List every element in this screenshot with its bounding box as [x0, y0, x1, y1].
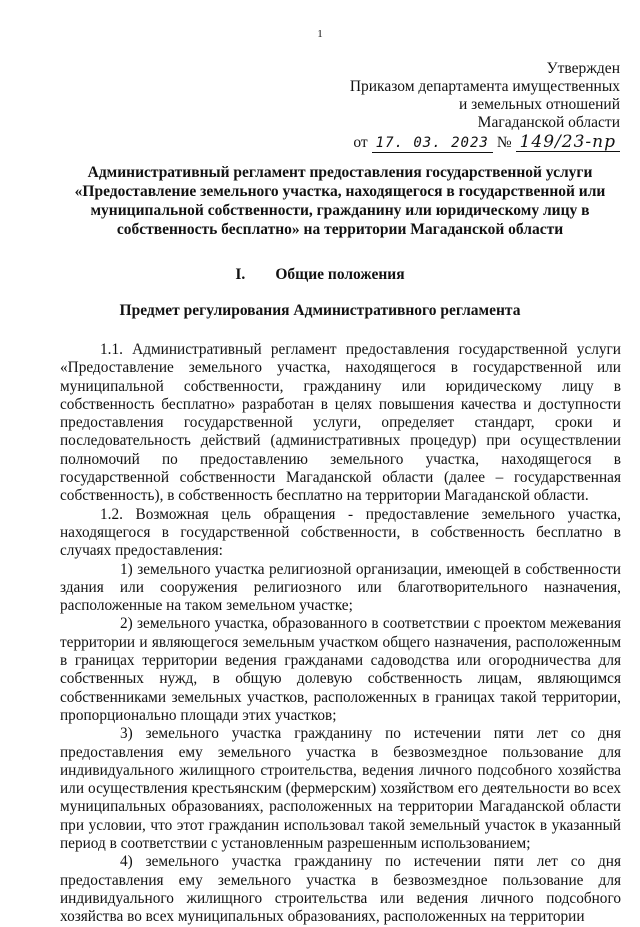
paragraph-1-1: 1.1. Административный регламент предоставления государственной услуги «Предоставление земельного участка, находящегося в государственной или муниципальной собственности, гражданину или юридическому лицу в собственность бесплатно» разработан в целях повышения качества и доступности предоставления государственной услуги, определяет стандарт, сроки и последовательность действий (административных процедур) при осуществлении полномочий по предоставлению земельного участка, находящегося в государственной собственности Магаданской области (далее – государственная собственность), в собственность бесплатно на территории Магаданской области. — [60, 341, 621, 505]
paragraph-1-2: 1.2. Возможная цель обращения - предоставление земельного участка, находящегося в государственной собственности, в собственность бесплатно в случаях предоставления: — [60, 505, 621, 560]
section-roman: I. — [235, 266, 246, 283]
list-item-2: 2) земельного участка, образованного в соответствии с проектом межевания территории и являющегося земельным участком общего назначения, расположенным в границах территории ведения гражданами садоводства или огородничества для собственных нужд, в общую долевую собственность лицам, являющимся собственниками земельных участков, расположенных в границах такой территории, пропорционально площади этих участков; — [60, 615, 621, 724]
document-title: Административный регламент предоставления государственной услуги «Предоставление земельного участка, находящегося в государственной или муниципальной собственности, гражданину или юридическому лицу в собственность бесплатно» на территории Магаданской области — [74, 164, 606, 238]
from-label: от — [353, 134, 368, 151]
approval-stamp — [350, 60, 620, 153]
approval-line-4: Магаданской области — [477, 114, 620, 131]
number-label: № — [496, 134, 512, 151]
list-item-1: 1) земельного участка религиозной организации, имеющей в собственности здания или сооружения религиозного или благотворительного назначения, расположенные на таком земельном участке; — [60, 560, 621, 615]
subsection-heading: Предмет регулирования Административного регламента — [119, 302, 521, 319]
document-body — [60, 341, 621, 927]
approval-date-number — [350, 133, 620, 153]
section-title: Общие положения — [275, 266, 405, 283]
approval-line-2: Приказом департамента имущественных — [349, 78, 620, 95]
approval-number: 149/23-пр — [516, 133, 620, 152]
list-item-3: 3) земельного участка гражданину по истечении пяти лет со дня предоставления ему земельного участка в безвозмездное пользование для индивидуального жилищного строительства, ведения личного подсобного хозяйства или осуществления крестьянским (фермерским) хозяйством его деятельности во всех муниципальных образованиях, расположенных на территории Магаданской области при условии, что этот гражданин использовал такой земельный участок в указанный период в соответствии с установленным разрешенным использованием; — [60, 725, 621, 853]
list-item-4: 4) земельного участка гражданину по истечении пяти лет со дня предоставления ему земельного участка в безвозмездное пользование для индивидуального жилищного строительства или ведения личного подсобного хозяйства во всех муниципальных образованиях, расположенных на территории — [60, 853, 621, 926]
approval-date: 17. 03. 2023 — [372, 134, 493, 153]
approval-line-1: Утвержден — [546, 60, 620, 77]
section-heading — [0, 266, 640, 284]
approval-line-3: и земельных отношений — [458, 96, 620, 113]
page-number: 1 — [317, 28, 323, 40]
